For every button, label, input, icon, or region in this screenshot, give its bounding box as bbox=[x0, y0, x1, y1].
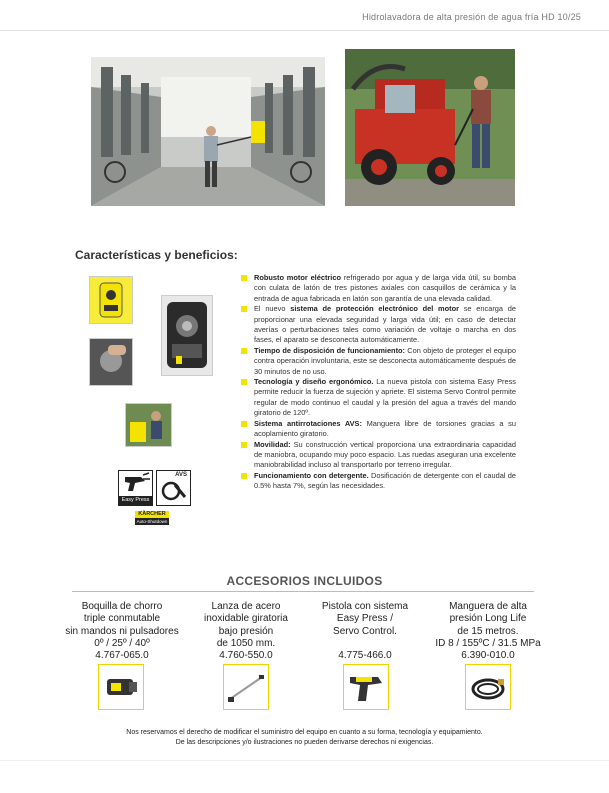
features-list bbox=[240, 273, 516, 492]
accessory-lance: Lanza de acero inoxidable giratoria bajo presión de 1050 mm. 4.760-550.0 bbox=[204, 601, 288, 662]
avs-logo bbox=[156, 470, 191, 506]
lance-icon bbox=[224, 665, 268, 709]
features-heading: Características y beneficios: bbox=[75, 248, 238, 262]
feature-item: Robusto motor eléctrico refrigerado por agua y de larga vida útil, su bomba con culata de latón de tres pistones axiales con casquillos de cerámica y la entrada de agua fabricada en latón son garantía de una elevada calidad. bbox=[240, 273, 516, 304]
accessories-heading: ACCESORIOS INCLUIDOS bbox=[226, 574, 383, 588]
karcher-label: KÄRCHER bbox=[135, 511, 169, 518]
accessories-divider bbox=[72, 591, 534, 592]
accessory-hose-image bbox=[465, 664, 511, 710]
feature-item: El nuevo sistema de protección electrónico del motor se encarga de proporcionar una elevada seguridad y larga vida útil; en caso de detectar averías o perturbaciones tales como variación de voltaje o marcha en dos fases, el aparato se desconecta automáticamente. bbox=[240, 304, 516, 346]
feature-item: Funcionamiento con detergente. Dosificación de detergente con el caudal de 0.5% hasta 7%, según las necesidades. bbox=[240, 471, 516, 492]
feature-item: Movilidad: Su construcción vertical proporciona una extraordinaria capacidad de maniobra, ocupando muy poco espacio. Las ruedas aseguran una excelente maniobrabilidad incluso al transportarlo por terreno irregular. bbox=[240, 440, 516, 471]
easy-press-label: Easy Press bbox=[119, 496, 152, 505]
accessory-lance-image bbox=[223, 664, 269, 710]
avs-label: AVS bbox=[175, 472, 187, 478]
page-header-title: Hidrolavadora de alta presión de agua fría HD 10/25 bbox=[362, 12, 581, 22]
auto-shutdown-label: Auto-Shutdown bbox=[136, 519, 168, 524]
thumb-operator bbox=[125, 403, 172, 447]
accessory-gun-image bbox=[343, 664, 389, 710]
thumb-yellow-unit bbox=[89, 276, 133, 324]
feature-item: Sistema antirrotaciones AVS: Manguera libre de torsiones gracias a su acoplamiento giratorio. bbox=[240, 419, 516, 440]
header-divider bbox=[0, 30, 609, 31]
footer-divider bbox=[0, 760, 609, 761]
photo-milking-parlour bbox=[91, 57, 325, 206]
accessory-nozzle: Boquilla de chorro triple conmutable sin mandos ni pulsadores 0º / 25º / 40º 4.767-065.0 bbox=[65, 601, 179, 662]
hose-icon bbox=[466, 665, 510, 709]
disclaimer: Nos reservamos el derecho de modificar el suministro del equipo en cuanto a su forma, tecnología y equipamiento. De las descripciones y/o ilustraciones no pueden derivarse derechos ni exigencias. bbox=[126, 729, 483, 746]
accessory-gun: Pistola con sistema Easy Press / Servo Control. 4.775-466.0 bbox=[321, 601, 409, 662]
feature-item: Tecnología y diseño ergonómico. La nueva pistola con sistema Easy Press permite reducir la fuerza de sujeción y apriete. El sistema Servo Control permite regular de modo continuo el caudal y la presión del agua a través del mando giratorio de 120º. bbox=[240, 377, 516, 419]
easy-press-logo bbox=[118, 470, 153, 506]
thumb-hand-control bbox=[89, 338, 133, 386]
spray-gun-icon bbox=[119, 471, 152, 495]
feature-item: Tiempo de disposición de funcionamiento: Con objeto de proteger el equipo contra operación involuntaria, este se desconecta automáticamente después de 30 minutos de no uso. bbox=[240, 346, 516, 377]
photo-tractor-cleaning bbox=[345, 49, 515, 206]
accessory-nozzle-image bbox=[98, 664, 144, 710]
thumb-motor bbox=[161, 295, 213, 376]
spray-gun-icon bbox=[344, 665, 388, 709]
karcher-auto-shutdown-logo bbox=[135, 511, 169, 525]
accessory-hose: Manguera de alta presión Long Life de 15 metros. ID 8 / 155ºC / 31.5 MPa 6.390-010.0 bbox=[435, 601, 541, 662]
triple-nozzle-icon bbox=[99, 665, 143, 709]
